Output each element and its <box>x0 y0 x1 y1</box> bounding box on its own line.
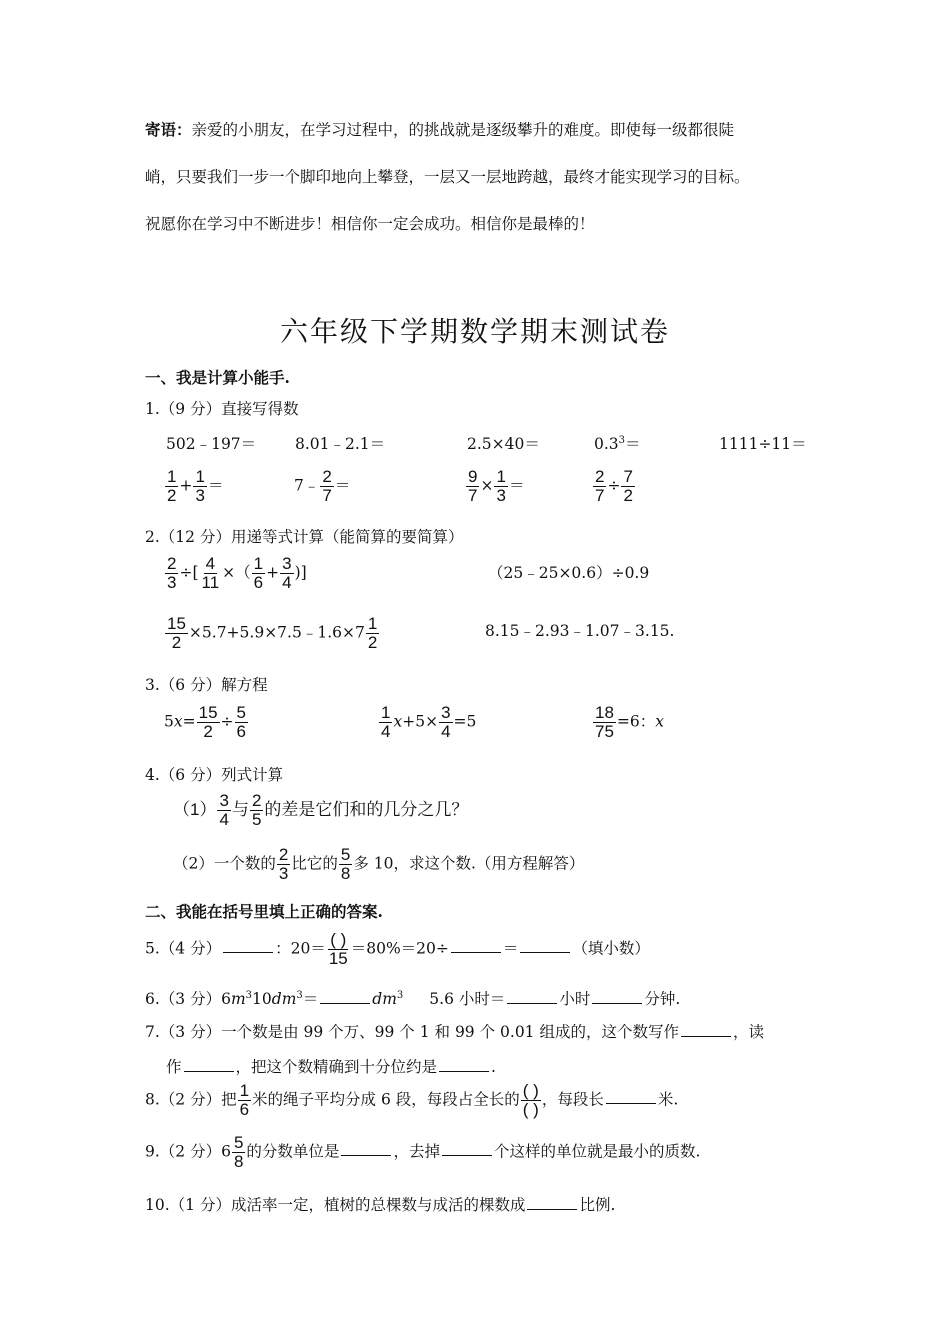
q5: 5.（4 分） ：20＝ $\frac{( )}{15}$ ＝80%＝20÷ ＝ （填小数） <box>145 930 650 968</box>
answer-blank[interactable] <box>341 1141 391 1156</box>
answer-blank[interactable] <box>592 989 642 1004</box>
q1-item-4: $0.3^3=$ <box>594 434 641 453</box>
q2-expr-4: 8.15﹣2.93﹣1.07﹣3.15. <box>485 622 675 640</box>
intro-line-2: 峭，只要我们一步一个脚印地向上攀登，一层又一层地跨越，最终才能实现学习的目标。 <box>145 168 750 186</box>
q2-expr-1: $\frac{2}{3}$ ÷[ $\frac{4}{11}$ ×（ $\frac{1}{6}$ + $\frac{3}{4}$ )] <box>167 554 307 592</box>
q3-expr-2: $\frac{1}{4}$ x+5× $\frac{3}{4}$ =5 <box>381 703 477 741</box>
section-1-heading: 一、我是计算小能手. <box>145 368 290 387</box>
q1-item-9: $\frac{2}{7}$ ÷ $\frac{7}{2}$ <box>595 467 633 505</box>
q2-label: 2.（12 分）用递等式计算（能简算的要简算） <box>145 528 464 546</box>
q2-expr-2: （25﹣25×0.6）÷0.9 <box>488 564 650 582</box>
q3-label: 3.（6 分）解方程 <box>145 676 268 694</box>
q1-item-1: 502﹣197＝ <box>166 435 257 453</box>
q6: 6.（3 分）$6m^310dm^3= dm^3$ 5.6 小时＝ 小时 分钟. <box>145 989 681 1008</box>
q10: 10.（1 分）成活率一定，植树的总棵数与成活的棵数成 比例. <box>145 1196 616 1214</box>
intro-label: 寄语： <box>145 120 192 139</box>
answer-blank[interactable] <box>606 1089 656 1104</box>
answer-blank[interactable] <box>451 938 501 953</box>
answer-blank[interactable] <box>520 938 570 953</box>
intro-line-3: 祝愿你在学习中不断进步！相信你一定会成功。相信你是最棒的！ <box>145 215 595 233</box>
q1-item-5: 1111÷11＝ <box>719 435 807 453</box>
answer-blank[interactable] <box>681 1022 731 1037</box>
q1-item-8: $\frac{9}{7}$ × $\frac{1}{3}$ ＝ <box>468 467 525 505</box>
q9: 9.（2 分）6 $\frac{5}{8}$ 的分数单位是 ，去掉 个这样的单位就是最小的质数. <box>145 1133 701 1171</box>
q4-label: 4.（6 分）列式计算 <box>145 766 284 784</box>
answer-blank[interactable] <box>442 1141 492 1156</box>
q2-expr-3: $\frac{15}{2}$ ×5.7+5.9×7.5﹣1.6×7 $\frac{1}{2}$ <box>167 614 378 652</box>
q1-item-6: $\frac{1}{2}$ + $\frac{1}{3}$ ＝ <box>167 467 224 505</box>
q1-label: 1.（9 分）直接写得数 <box>145 400 299 418</box>
q4-part-1: （1） $\frac{3}{4}$ 与 $\frac{2}{5}$ 的差是它们和的几分之几？ <box>173 791 469 829</box>
q7-line-2: 作 ，把这个数精确到十分位约是 . <box>166 1058 496 1076</box>
q1-item-2: 8.01﹣2.1＝ <box>295 435 386 453</box>
page-title: 六年级下学期数学期末测试卷 <box>279 315 670 348</box>
answer-blank[interactable] <box>223 938 273 953</box>
q1-item-3: 2.5×40＝ <box>467 435 540 453</box>
q1-item-7: 7﹣ $\frac{2}{7}$ ＝ <box>294 467 351 505</box>
answer-blank[interactable] <box>507 989 557 1004</box>
section-2-heading: 二、我能在括号里填上正确的答案. <box>145 902 383 921</box>
q7-line-1: 7.（3 分）一个数是由 99 个万、99 个 1 和 99 个 0.01 组成的，这个数写作 ，读 <box>145 1023 764 1041</box>
answer-blank[interactable] <box>320 989 370 1004</box>
q3-expr-3: $\frac{18}{75}$ =6：x <box>595 703 665 741</box>
q8: 8.（2 分）把 $\frac{1}{6}$ 米的绳子平均分成 6 段，每段占全长的 $\frac{( )}{( )}$ ，每段长 米. <box>145 1081 679 1119</box>
answer-blank[interactable] <box>184 1057 234 1072</box>
q4-part-2: （2）一个数的 $\frac{2}{3}$ 比它的 $\frac{5}{8}$ 多 10，求这个数.（用方程解答） <box>173 845 585 883</box>
answer-blank[interactable] <box>439 1057 489 1072</box>
answer-blank[interactable] <box>527 1195 577 1210</box>
q3-expr-1: 5x= $\frac{15}{2}$ ÷ $\frac{5}{6}$ <box>164 703 247 741</box>
intro-line-1: 寄语：亲爱的小朋友，在学习过程中，的挑战就是逐级攀升的难度。即使每一级都很陡 <box>145 120 735 139</box>
